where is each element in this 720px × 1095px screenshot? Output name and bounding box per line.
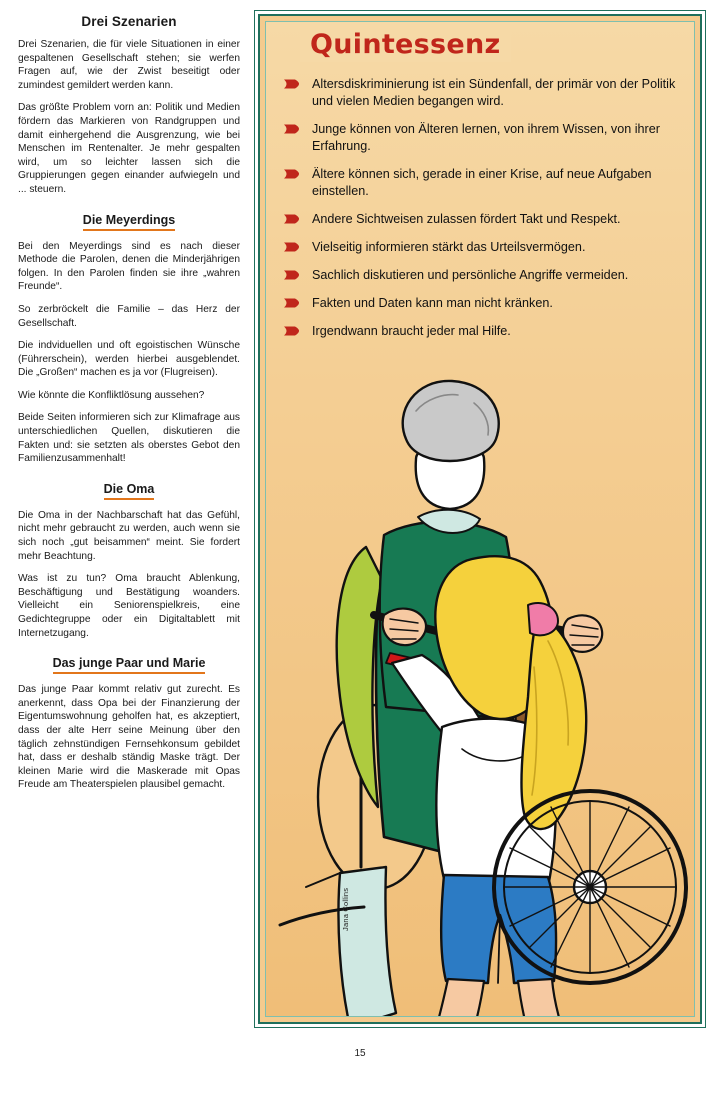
quintessenz-panel-inner bbox=[265, 21, 695, 1017]
arrow-bullet-icon bbox=[284, 241, 304, 253]
section-heading: Die Meyerdings bbox=[83, 213, 175, 231]
left-text-column bbox=[18, 14, 240, 1024]
list-item-label: Fakten und Daten kann man nicht kränken. bbox=[312, 296, 553, 310]
arrow-bullet-icon bbox=[284, 325, 304, 337]
paragraph: Wie könnte die Konfliktlösung aussehen? bbox=[18, 389, 205, 401]
quintessenz-title-wrapper bbox=[300, 28, 511, 62]
paragraph: Die indviduellen und oft egoistischen Wünsche (Führerschein), werden hierbei ausgeblendet. Die „Großen“ machen es ja vor (Flugreisen). bbox=[18, 340, 240, 379]
quintessenz-panel bbox=[258, 14, 702, 1024]
page-number: 15 bbox=[354, 1048, 366, 1059]
arrow-bullet-icon bbox=[284, 213, 304, 225]
list-item-label: Andere Sichtweisen zulassen fördert Takt und Respekt. bbox=[312, 212, 621, 226]
list-item-label: Junge können von Älteren lernen, von ihrem Wissen, von ihrer Erfahrung. bbox=[312, 122, 660, 153]
arrow-bullet-icon bbox=[284, 269, 304, 281]
paragraph: Drei Szenarien, die für viele Situationen in einer gespaltenen Gesellschaft stehen; sie werfen Fragen auf, wie der Zwist beseitigt oder zumindest gemildert werden kann. bbox=[18, 39, 240, 91]
list-item bbox=[284, 76, 686, 110]
list-item bbox=[284, 295, 686, 312]
list-item-label: Vielseitig informieren stärkt das Urteilsvermögen. bbox=[312, 240, 586, 254]
list-item bbox=[284, 323, 686, 340]
section-heading-wrapper bbox=[18, 480, 240, 500]
arrow-bullet-icon bbox=[284, 297, 304, 309]
quintessenz-bullet-list bbox=[284, 76, 686, 351]
paragraph: Was ist zu tun? Oma braucht Ablenkung, Beschäftigung und Bestätigung woanders. Vielleicht ein Seniorenspielkreis, eine Gedichtegruppe oder ein Digitaltablett mit Internetzugang. bbox=[18, 573, 240, 639]
paragraph: Das junge Paar kommt relativ gut zurecht. Es anerkennt, dass Opa bei der Finanzierung der Eigentumswohnung geholfen hat, es akzeptiert, dass der alte Herr seine Meinung über den täglich zehnstündigen Fernsehkonsum gebildet hat, dass er deshalb ständig Maske trägt. Der kleinen Marie wird die Maskerade mit Opas Freude am Theaterspielen plausibel gemacht. bbox=[18, 684, 240, 791]
illustration-credit: Jana Collins bbox=[341, 887, 350, 931]
section-heading-wrapper bbox=[18, 211, 240, 231]
list-item bbox=[284, 267, 686, 284]
list-item-label: Ältere können sich, gerade in einer Krise, auf neue Aufgaben einstellen. bbox=[312, 167, 652, 198]
illustration bbox=[266, 367, 695, 1017]
list-item-label: Sachlich diskutieren und persönliche Angriffe vermeiden. bbox=[312, 268, 629, 282]
list-item bbox=[284, 166, 686, 200]
page-title: Drei Szenarien bbox=[81, 14, 177, 29]
section-heading: Das junge Paar und Marie bbox=[53, 656, 206, 674]
paragraph: Bei den Meyerdings sind es nach dieser Methode die Parolen, denen die Minderjährigen folgen. In den Parolen finden sie ihre „wahren Freunde“. bbox=[18, 240, 240, 293]
arrow-bullet-icon bbox=[284, 123, 304, 135]
section-heading-wrapper bbox=[18, 654, 240, 674]
paragraph: Beide Seiten informieren sich zur Klimafrage aus unterschiedlichen Quellen, diskutieren die Fakten und: sie setzten als oberstes Gebot den Familienzusammenhalt! bbox=[18, 412, 240, 465]
arrow-bullet-icon bbox=[284, 168, 304, 180]
arrow-bullet-icon bbox=[284, 78, 304, 90]
paragraph: Das größte Problem vorn an: Politik und Medien fördern das Markieren von Randgruppen und damit einhergehend die Ausgrenzung, wie bei Menschen im Rentenalter. Je mehr gespalten wird, um so leichter lassen sich die Gruppierungen gegen einander aufwiegeln und ... steuern. bbox=[18, 102, 240, 195]
list-item bbox=[284, 121, 686, 155]
paragraph: Die Oma in der Nachbarschaft hat das Gefühl, nicht mehr gebraucht zu werden, auch wenn sie sich noch „gut beisammen“ meint. Sie fordert mehr Beachtung. bbox=[18, 509, 240, 562]
list-item-label: Altersdiskriminierung ist ein Sündenfall, der primär von der Politik und vielen Medien begangen wird. bbox=[312, 77, 676, 108]
list-item-label: Irgendwann braucht jeder mal Hilfe. bbox=[312, 324, 511, 338]
list-item bbox=[284, 211, 686, 228]
quintessenz-title: Quintessenz bbox=[310, 29, 501, 60]
list-item bbox=[284, 239, 686, 256]
paragraph: So zerbröckelt die Familie – das Herz der Gesellschaft. bbox=[18, 303, 240, 329]
section-heading: Die Oma bbox=[104, 482, 155, 500]
